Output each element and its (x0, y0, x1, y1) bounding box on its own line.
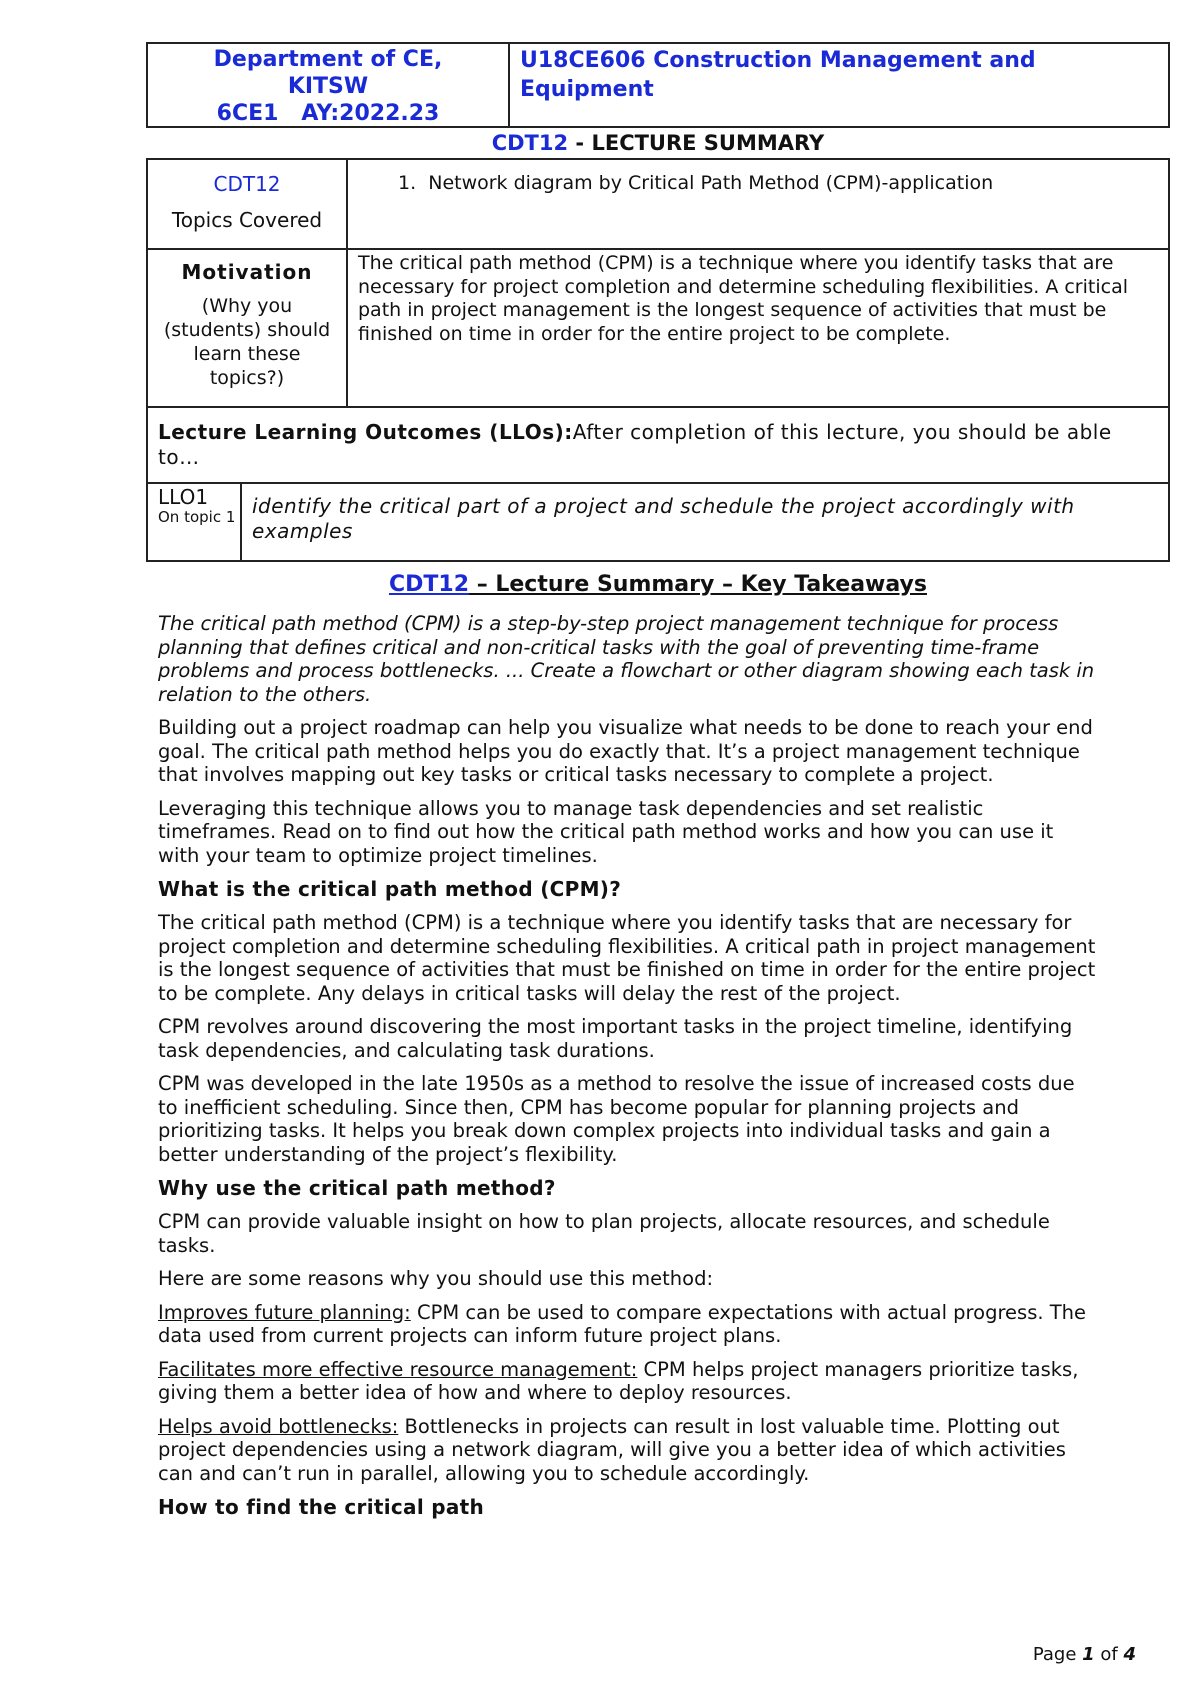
reason-planning-text: CPM can be used to compare expectations with actual progress. The data used from current projects can inform future project plans. (158, 1300, 1087, 1347)
course-title: U18CE606 Construction Management and Equipment (520, 48, 1036, 102)
motivation-sub: (Why you (students) should learn these topics?) (163, 295, 331, 389)
dept-line-1: Department of CE, (213, 47, 443, 72)
paragraph-reasons: Here are some reasons why you should use this method: (158, 1267, 714, 1290)
topic-number: 1. (398, 172, 417, 194)
key-takeaways-title (146, 572, 1170, 597)
summary-code: CDT12 (491, 131, 569, 155)
reason-resources-label: Facilitates more effective resource management: (158, 1357, 638, 1381)
motivation-label: Motivation (181, 260, 313, 284)
topic-1: Network diagram by Critical Path Method (CPM)-application (428, 172, 994, 194)
heading-what-is-cpm: What is the critical path method (CPM)? (158, 877, 622, 901)
llo-intro: After completion of this lecture, you should be able to… (158, 420, 1112, 469)
reason-planning (158, 1301, 1098, 1348)
intro-paragraph: The critical path method (CPM) is a step-by-step project management technique for process planning that defines critical and non-critical tasks with the goal of preventing time-frame problems and process bottlenecks. ... Create a flowchart or other diagram showing each task in relation to the others. (158, 612, 1095, 706)
topics-label-cell (148, 160, 348, 248)
lecture-table (146, 158, 1170, 562)
paragraph-revolves: CPM revolves around discovering the most important tasks in the project timeline, identifying task dependencies, and calculating task durations. (158, 1015, 1073, 1062)
reason-planning-label: Improves future planning: (158, 1300, 411, 1324)
topics-label: Topics Covered (171, 208, 323, 232)
dept-line-2: KITSW (287, 74, 369, 99)
topics-code: CDT12 (213, 172, 281, 196)
llo-heading-row (148, 408, 1168, 484)
reason-bottlenecks-label: Helps avoid bottlenecks: (158, 1414, 399, 1438)
reason-bottlenecks (158, 1415, 1098, 1486)
dept-line-3: 6CE1 AY:2022.23 (216, 101, 440, 126)
paragraph-insight: CPM can provide valuable insight on how to plan projects, allocate resources, and schedule tasks. (158, 1210, 1050, 1257)
page-word: Page (1032, 1644, 1083, 1665)
of-word: of (1094, 1644, 1124, 1665)
topics-row (148, 160, 1168, 250)
reason-resources (158, 1358, 1098, 1405)
llo1-label: LLO1 (158, 485, 209, 509)
paragraph-roadmap: Building out a project roadmap can help you visualize what needs to be done to reach your end goal. The critical path method helps you do exactly that. It’s a project management technique that involves mapping out key tasks or critical tasks necessary to complete a project. (158, 716, 1093, 786)
paragraph-history: CPM was developed in the late 1950s as a method to resolve the issue of increased costs due to inefficient scheduling. Since then, CPM has become popular for planning projects and prioritizing tasks. It helps you break down complex projects into individual tasks and gain a better understanding of the project’s flexibility. (158, 1072, 1075, 1166)
summary-content (158, 612, 1098, 1529)
paragraph-definition: The critical path method (CPM) is a technique where you identify tasks that are necessary for project completion and determine scheduling flexibilities. A critical path in project management is the longest sequence of activities that must be finished on time in order for the entire project to be complete. Any delays in critical tasks will delay the rest of the project. (158, 911, 1096, 1005)
reason-bottlenecks-text: Bottlenecks in projects can result in lost valuable time. Plotting out project dependencies using a network diagram, will give you a better idea of which activities can and can’t run in parallel, allowing you to schedule accordingly. (158, 1414, 1066, 1485)
motivation-text: The critical path method (CPM) is a technique where you identify tasks that are necessary for project completion and determine scheduling flexibilities. A critical path in project management is the longest sequence of activities that must be finished on time in order for the entire project to be complete. (358, 252, 1128, 345)
page-footer (1033, 1644, 1136, 1665)
motivation-row (148, 250, 1168, 408)
page-number: 1 (1082, 1644, 1095, 1665)
heading-how-to-find: How to find the critical path (158, 1495, 485, 1519)
kt-rest: – Lecture Summary – Key Takeaways (469, 572, 927, 597)
motivation-label-cell (148, 250, 348, 406)
summary-rest: - LECTURE SUMMARY (568, 131, 825, 155)
llo-heading: Lecture Learning Outcomes (LLOs): (158, 420, 573, 444)
header-table (146, 42, 1170, 128)
lecture-summary-title (146, 128, 1170, 158)
page-total: 4 (1123, 1644, 1136, 1665)
llo1-text: identify the critical part of a project and schedule the project accordingly with examples (252, 494, 1075, 543)
topics-list (348, 160, 1168, 248)
department-cell (148, 44, 510, 126)
llo1-row (148, 484, 1168, 560)
llo1-sub: On topic 1 (158, 508, 236, 526)
llo1-label-cell (148, 484, 242, 560)
reason-resources-text: CPM helps project managers prioritize tasks, giving them a better idea of how and where to deploy resources. (158, 1357, 1079, 1404)
paragraph-leveraging: Leveraging this technique allows you to manage task dependencies and set realistic timeframes. Read on to find out how the critical path method works and how you can use it with your team to optimize project timelines. (158, 796, 1054, 867)
kt-code: CDT12 (389, 572, 470, 597)
heading-why-use: Why use the critical path method? (158, 1176, 556, 1200)
